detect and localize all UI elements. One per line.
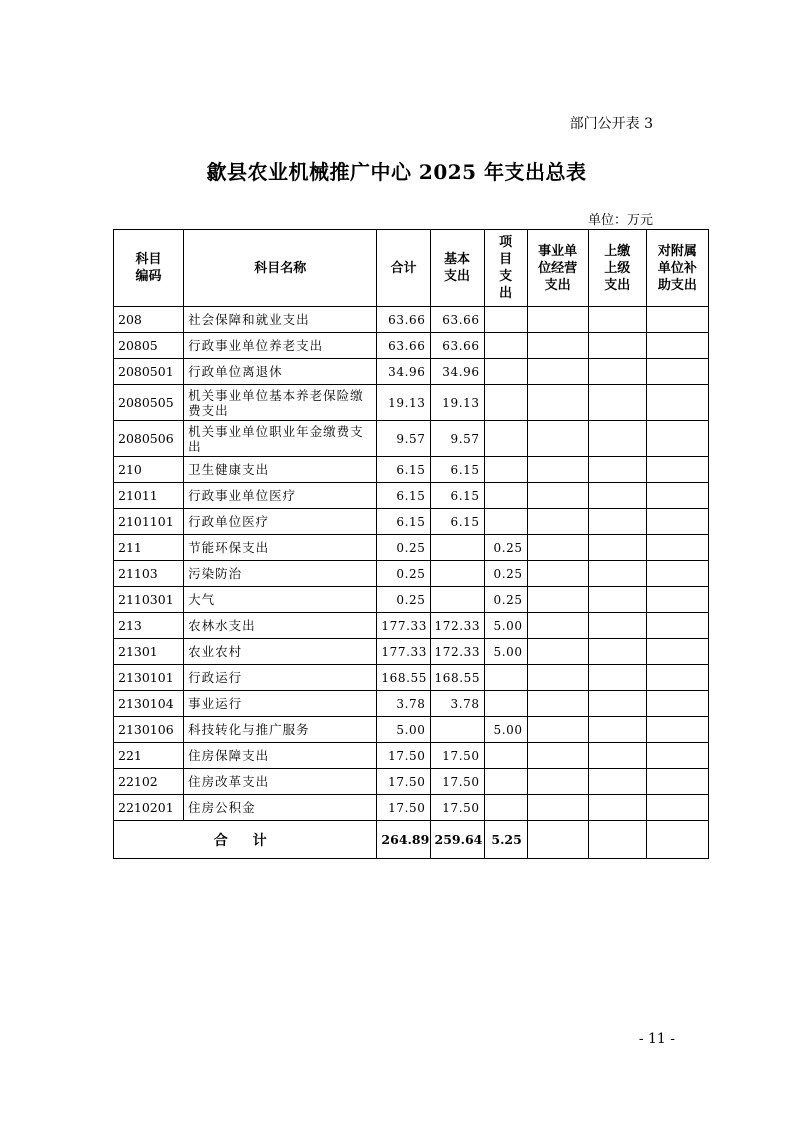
row-code: 208 xyxy=(114,307,184,333)
row-name: 行政事业单位养老支出 xyxy=(184,333,377,359)
row-name: 农业农村 xyxy=(184,639,377,665)
header-business-operation-expenditure: 事业单 位经营 支出 xyxy=(527,230,588,307)
row-code: 2080506 xyxy=(114,421,184,457)
total-sum: 264.89 xyxy=(377,821,430,859)
table-row xyxy=(114,639,709,665)
table-row xyxy=(114,743,709,769)
row-total: 19.13 xyxy=(377,385,430,421)
row-project: 5.00 xyxy=(484,717,527,743)
table-row xyxy=(114,457,709,483)
table-row xyxy=(114,307,709,333)
row-subsidiary xyxy=(646,639,708,665)
row-name: 住房保障支出 xyxy=(184,743,377,769)
row-code: 2080501 xyxy=(114,359,184,385)
total-business xyxy=(527,821,588,859)
row-business xyxy=(527,717,588,743)
row-higher xyxy=(588,359,646,385)
row-higher xyxy=(588,717,646,743)
row-basic: 34.96 xyxy=(430,359,484,385)
row-business xyxy=(527,691,588,717)
row-higher xyxy=(588,385,646,421)
row-project xyxy=(484,743,527,769)
row-name: 卫生健康支出 xyxy=(184,457,377,483)
row-higher xyxy=(588,561,646,587)
row-business xyxy=(527,535,588,561)
row-subsidiary xyxy=(646,359,708,385)
row-business xyxy=(527,333,588,359)
row-name: 住房公积金 xyxy=(184,795,377,821)
row-higher xyxy=(588,613,646,639)
row-project xyxy=(484,665,527,691)
row-project xyxy=(484,359,527,385)
row-basic: 168.55 xyxy=(430,665,484,691)
table-row xyxy=(114,691,709,717)
table-row xyxy=(114,385,709,421)
row-total: 5.00 xyxy=(377,717,430,743)
row-project xyxy=(484,509,527,535)
header-project-expenditure: 项 目 支 出 xyxy=(484,230,527,307)
header-subsidiary-subsidy: 对附属 单位补 助支出 xyxy=(646,230,708,307)
row-total: 6.15 xyxy=(377,457,430,483)
row-total: 6.15 xyxy=(377,483,430,509)
row-higher xyxy=(588,483,646,509)
row-subsidiary xyxy=(646,587,708,613)
row-name: 机关事业单位基本养老保险缴费支出 xyxy=(184,385,377,421)
row-higher xyxy=(588,639,646,665)
row-total: 6.15 xyxy=(377,509,430,535)
row-project: 5.00 xyxy=(484,639,527,665)
row-code: 2080505 xyxy=(114,385,184,421)
row-name: 住房改革支出 xyxy=(184,769,377,795)
row-name: 行政事业单位医疗 xyxy=(184,483,377,509)
row-higher xyxy=(588,691,646,717)
row-name: 行政单位离退休 xyxy=(184,359,377,385)
row-basic: 9.57 xyxy=(430,421,484,457)
row-code: 22102 xyxy=(114,769,184,795)
row-basic: 17.50 xyxy=(430,743,484,769)
row-basic: 17.50 xyxy=(430,795,484,821)
table-row xyxy=(114,769,709,795)
row-subsidiary xyxy=(646,717,708,743)
total-project: 5.25 xyxy=(484,821,527,859)
row-basic xyxy=(430,561,484,587)
table-row xyxy=(114,665,709,691)
row-code: 2130104 xyxy=(114,691,184,717)
row-higher xyxy=(588,743,646,769)
header-basic-expenditure: 基本 支出 xyxy=(430,230,484,307)
row-business xyxy=(527,587,588,613)
row-code: 20805 xyxy=(114,333,184,359)
row-basic: 63.66 xyxy=(430,333,484,359)
row-subsidiary xyxy=(646,769,708,795)
row-business xyxy=(527,795,588,821)
table-row xyxy=(114,333,709,359)
row-project xyxy=(484,421,527,457)
table-row xyxy=(114,717,709,743)
row-subsidiary xyxy=(646,613,708,639)
row-total: 3.78 xyxy=(377,691,430,717)
row-business xyxy=(527,561,588,587)
row-name: 事业运行 xyxy=(184,691,377,717)
row-basic: 63.66 xyxy=(430,307,484,333)
row-basic: 3.78 xyxy=(430,691,484,717)
row-name: 科技转化与推广服务 xyxy=(184,717,377,743)
row-project xyxy=(484,483,527,509)
table-row xyxy=(114,359,709,385)
row-total: 0.25 xyxy=(377,535,430,561)
row-higher xyxy=(588,421,646,457)
row-name: 污染防治 xyxy=(184,561,377,587)
row-subsidiary xyxy=(646,743,708,769)
row-basic xyxy=(430,535,484,561)
row-basic: 6.15 xyxy=(430,509,484,535)
row-name: 行政单位医疗 xyxy=(184,509,377,535)
row-higher xyxy=(588,795,646,821)
table-row xyxy=(114,483,709,509)
row-basic: 172.33 xyxy=(430,613,484,639)
row-total: 34.96 xyxy=(377,359,430,385)
row-basic: 6.15 xyxy=(430,457,484,483)
row-project xyxy=(484,769,527,795)
row-subsidiary xyxy=(646,561,708,587)
row-business xyxy=(527,307,588,333)
row-subsidiary xyxy=(646,691,708,717)
row-code: 210 xyxy=(114,457,184,483)
row-business xyxy=(527,613,588,639)
table-row xyxy=(114,421,709,457)
row-business xyxy=(527,359,588,385)
row-project: 5.00 xyxy=(484,613,527,639)
total-row xyxy=(114,821,709,859)
row-total: 177.33 xyxy=(377,613,430,639)
row-project xyxy=(484,457,527,483)
row-total: 63.66 xyxy=(377,333,430,359)
row-code: 21011 xyxy=(114,483,184,509)
header-higher-level-remittance: 上缴 上级 支出 xyxy=(588,230,646,307)
row-name: 节能环保支出 xyxy=(184,535,377,561)
row-business xyxy=(527,421,588,457)
row-code: 213 xyxy=(114,613,184,639)
row-total: 9.57 xyxy=(377,421,430,457)
row-code: 2130106 xyxy=(114,717,184,743)
total-higher xyxy=(588,821,646,859)
row-code: 2101101 xyxy=(114,509,184,535)
total-basic: 259.64 xyxy=(430,821,484,859)
row-name: 行政运行 xyxy=(184,665,377,691)
row-total: 17.50 xyxy=(377,743,430,769)
table-row xyxy=(114,613,709,639)
row-basic xyxy=(430,587,484,613)
page-number: - 11 - xyxy=(638,1031,675,1047)
row-higher xyxy=(588,587,646,613)
row-total: 17.50 xyxy=(377,769,430,795)
row-code: 221 xyxy=(114,743,184,769)
header-subject-name: 科目名称 xyxy=(184,230,377,307)
row-subsidiary xyxy=(646,421,708,457)
row-subsidiary xyxy=(646,483,708,509)
row-total: 0.25 xyxy=(377,561,430,587)
row-higher xyxy=(588,509,646,535)
row-subsidiary xyxy=(646,535,708,561)
row-basic: 19.13 xyxy=(430,385,484,421)
row-name: 社会保障和就业支出 xyxy=(184,307,377,333)
row-code: 21103 xyxy=(114,561,184,587)
row-basic: 172.33 xyxy=(430,639,484,665)
total-label: 合 计 xyxy=(114,821,377,859)
row-business xyxy=(527,385,588,421)
row-project xyxy=(484,691,527,717)
document-code: 部门公开表 3 xyxy=(569,116,653,132)
table-row xyxy=(114,795,709,821)
unit-label: 单位：万元 xyxy=(587,213,653,228)
row-code: 21301 xyxy=(114,639,184,665)
row-name: 大气 xyxy=(184,587,377,613)
row-basic: 6.15 xyxy=(430,483,484,509)
row-business xyxy=(527,769,588,795)
header-subject-code: 科目 编码 xyxy=(114,230,184,307)
table-body xyxy=(114,307,709,821)
row-business xyxy=(527,665,588,691)
row-business xyxy=(527,509,588,535)
row-business xyxy=(527,483,588,509)
row-code: 2110301 xyxy=(114,587,184,613)
row-total: 63.66 xyxy=(377,307,430,333)
row-business xyxy=(527,639,588,665)
row-total: 17.50 xyxy=(377,795,430,821)
table-row xyxy=(114,535,709,561)
table-row xyxy=(114,561,709,587)
row-total: 0.25 xyxy=(377,587,430,613)
row-subsidiary xyxy=(646,307,708,333)
row-subsidiary xyxy=(646,457,708,483)
row-code: 211 xyxy=(114,535,184,561)
row-name: 农林水支出 xyxy=(184,613,377,639)
row-project xyxy=(484,307,527,333)
page-title: 歙县农业机械推广中心 2025 年支出总表 xyxy=(206,160,587,184)
table-row xyxy=(114,587,709,613)
row-project xyxy=(484,795,527,821)
row-subsidiary xyxy=(646,795,708,821)
header-total: 合计 xyxy=(377,230,430,307)
row-higher xyxy=(588,769,646,795)
row-project: 0.25 xyxy=(484,535,527,561)
row-basic: 17.50 xyxy=(430,769,484,795)
row-total: 168.55 xyxy=(377,665,430,691)
row-subsidiary xyxy=(646,333,708,359)
row-higher xyxy=(588,535,646,561)
table-row xyxy=(114,509,709,535)
row-higher xyxy=(588,307,646,333)
row-basic xyxy=(430,717,484,743)
row-subsidiary xyxy=(646,665,708,691)
row-higher xyxy=(588,457,646,483)
total-subsidiary xyxy=(646,821,708,859)
expenditure-table xyxy=(113,229,709,859)
row-business xyxy=(527,457,588,483)
row-code: 2210201 xyxy=(114,795,184,821)
row-subsidiary xyxy=(646,509,708,535)
row-project xyxy=(484,385,527,421)
row-total: 177.33 xyxy=(377,639,430,665)
row-name: 机关事业单位职业年金缴费支出 xyxy=(184,421,377,457)
row-project: 0.25 xyxy=(484,587,527,613)
table-header-row xyxy=(114,230,709,307)
row-subsidiary xyxy=(646,385,708,421)
row-business xyxy=(527,743,588,769)
row-higher xyxy=(588,333,646,359)
row-higher xyxy=(588,665,646,691)
row-code: 2130101 xyxy=(114,665,184,691)
row-project xyxy=(484,333,527,359)
row-project: 0.25 xyxy=(484,561,527,587)
